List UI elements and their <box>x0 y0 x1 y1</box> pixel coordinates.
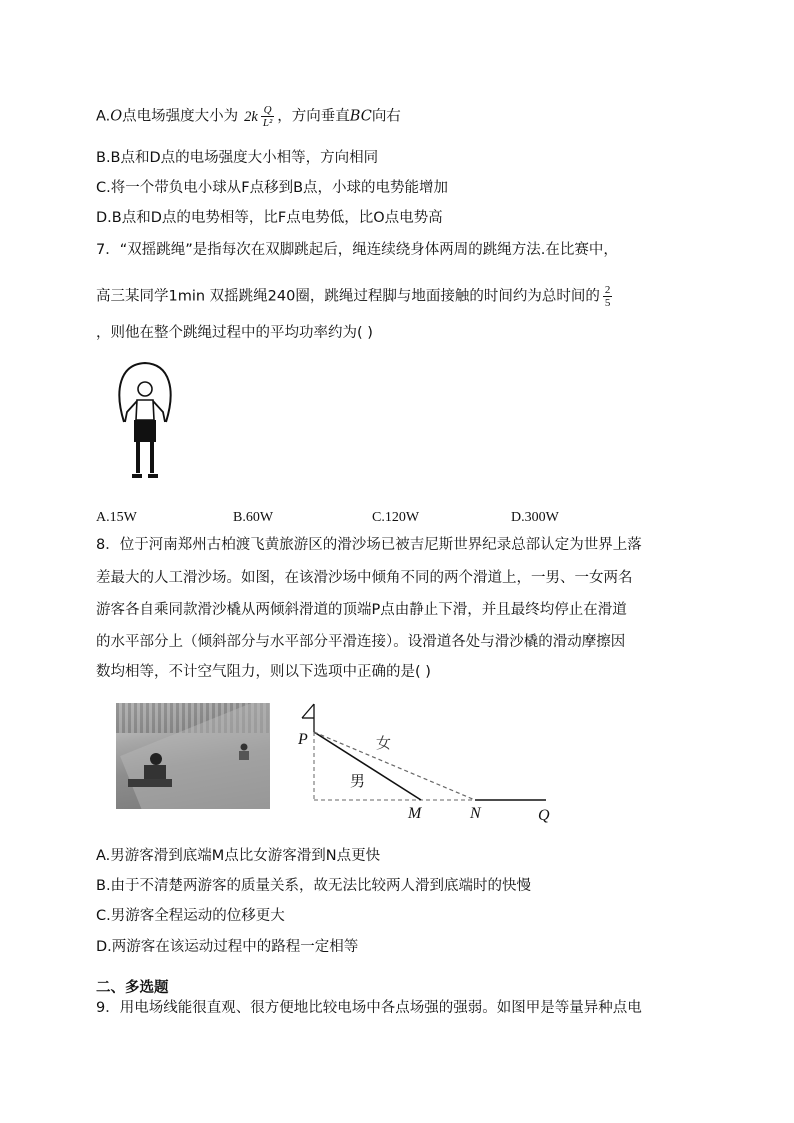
label-n: N <box>470 805 481 822</box>
q8-stem-line1: 8．位于河南郑州古柏渡飞黄旅游区的滑沙场已被吉尼斯世界纪录总部认定为世界上落 <box>96 537 642 553</box>
q6-option-d: D.B点和D点的电势相等，比F点电势低，比O点电势高 <box>96 210 443 226</box>
fraction-q-over-l2: $\frac{Q}{\text{L²}}$ <box>262 104 273 129</box>
q8-option-d: D.两游客在该运动过程中的路程一定相等 <box>96 939 359 955</box>
q8-stem-line5: 数均相等，不计空气阻力，则以下选项中正确的是( ) <box>96 664 431 680</box>
q6-option-c: C.将一个带负电小球从F点移到B点，小球的电势能增加 <box>96 180 449 196</box>
label-man: 男 <box>350 772 366 790</box>
head <box>138 382 152 396</box>
man-slope <box>314 732 421 800</box>
label-q: Q <box>538 807 550 824</box>
q7-option-c: C.120W <box>372 510 420 525</box>
q8-option-c: C.男游客全程运动的位移更大 <box>96 908 285 924</box>
q7-option-d: D.300W <box>511 510 559 525</box>
q7-option-a: A.15W <box>96 510 137 525</box>
torso <box>136 400 154 420</box>
fraction-2-5: $\frac{2}{5}$ <box>604 284 611 309</box>
q8-stem-line4: 的水平部分上（倾斜部分与水平部分平滑连接）。设滑道各处与滑沙橇的滑动摩擦因 <box>96 634 626 650</box>
riders-icon <box>116 703 270 809</box>
q8-stem-line2: 差最大的人工滑沙场。如图，在该滑沙场中倾角不同的两个滑道上，一男、一女两名 <box>96 570 633 586</box>
q7-stem-line3: ，则他在整个跳绳过程中的平均功率约为( ) <box>96 325 373 341</box>
q7-option-b: B.60W <box>233 510 274 525</box>
sand-slide-photo <box>116 703 270 809</box>
q8-stem-line3: 游客各自乘同款滑沙橇从两倾斜滑道的顶端P点由静止下滑，并且最终均停止在滑道 <box>96 602 627 618</box>
jump-rope-figure <box>112 360 178 484</box>
flag <box>302 704 314 718</box>
slide-diagram <box>290 702 570 826</box>
woman-slope <box>314 732 475 800</box>
q8-option-a: A.男游客滑到底端M点比女游客滑到N点更快 <box>96 848 381 864</box>
q9-stem-line1: 9．用电场线能很直观、很方便地比较电场中各点场强的强弱。如图甲是等量异种点电 <box>96 1000 642 1016</box>
q7-stem-line1: 7．“双摇跳绳”是指每次在双脚跳起后，绳连续绕身体两周的跳绳方法.在比赛中， <box>96 242 618 258</box>
q8-option-b: B.由于不清楚两游客的质量关系，故无法比较两人滑到底端时的快慢 <box>96 878 532 894</box>
label-woman: 女 <box>376 734 392 752</box>
label-p: P <box>298 731 308 748</box>
q6-option-b: B.B点和D点的电场强度大小相等，方向相同 <box>96 150 379 166</box>
q7-stem-line2: 高三某同学1min 双摇跳绳240圈，跳绳过程脚与地面接触的时间约为总时间的 $\frac{2}{5}$ <box>96 284 611 309</box>
q6-option-a: A.O点电场强度大小为 2k $\frac{Q}{\text{L²}}$ ，方向垂直BC向右 <box>96 104 401 129</box>
shorts <box>134 420 156 442</box>
legs <box>138 442 152 473</box>
section-title-multiple-choice: 二、多选题 <box>96 980 169 996</box>
label-m: M <box>408 805 422 822</box>
